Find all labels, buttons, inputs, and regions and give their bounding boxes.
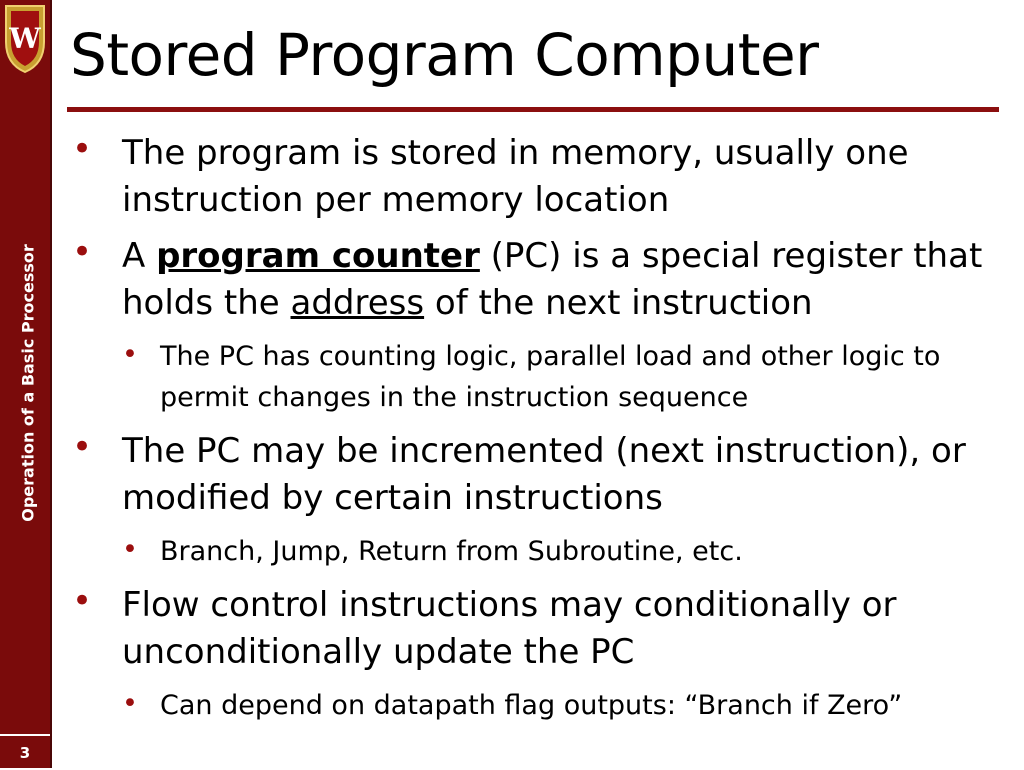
keyword-address: address [290, 283, 425, 323]
bullet-item-1 [72, 130, 1002, 224]
bullet-text-prefix: A [122, 236, 157, 276]
sub-bullet-icon: • [122, 534, 138, 565]
sub-bullet-text: The PC has counting logic, parallel load and other logic to permit changes in the instruction sequence [160, 341, 941, 413]
keyword-program-counter: program counter [156, 236, 480, 276]
bullet-icon: • [72, 232, 93, 272]
bullet-icon: • [72, 581, 93, 621]
bullet-text [122, 233, 1002, 327]
bullet-text: The PC may be incremented (next instruction), or modified by certain instructions [122, 431, 966, 518]
sidebar-section-label: Operation of a Basic Processor [18, 244, 38, 522]
sub-bullet-text: Can depend on datapath flag outputs: “Branch if Zero” [160, 690, 903, 721]
page-number: 3 [0, 734, 50, 770]
bullet-text: Flow control instructions may conditionally or unconditionally update the PC [122, 585, 897, 672]
sub-bullet-item-3 [122, 531, 1002, 572]
sub-bullet-item-4 [122, 685, 1002, 726]
sub-bullet-icon: • [122, 339, 138, 370]
bullet-icon: • [72, 129, 93, 169]
bullet-item-2 [72, 233, 1002, 327]
bullet-icon: • [72, 427, 93, 467]
bullet-text: The program is stored in memory, usually one instruction per memory location [122, 133, 909, 220]
bullet-text-middle: (PC) is a special register that holds the [122, 236, 983, 323]
sub-bullet-text: Branch, Jump, Return from Subroutine, etc. [160, 536, 743, 567]
sub-bullet-item-2 [122, 336, 1002, 418]
bullet-item-4 [72, 582, 1002, 676]
sub-bullet-icon: • [122, 688, 138, 719]
slide-title: Stored Program Computer [70, 21, 819, 89]
bullet-item-3 [72, 428, 1002, 522]
crest-letter: W [9, 22, 41, 55]
bullet-text-suffix: of the next instruction [424, 283, 813, 323]
